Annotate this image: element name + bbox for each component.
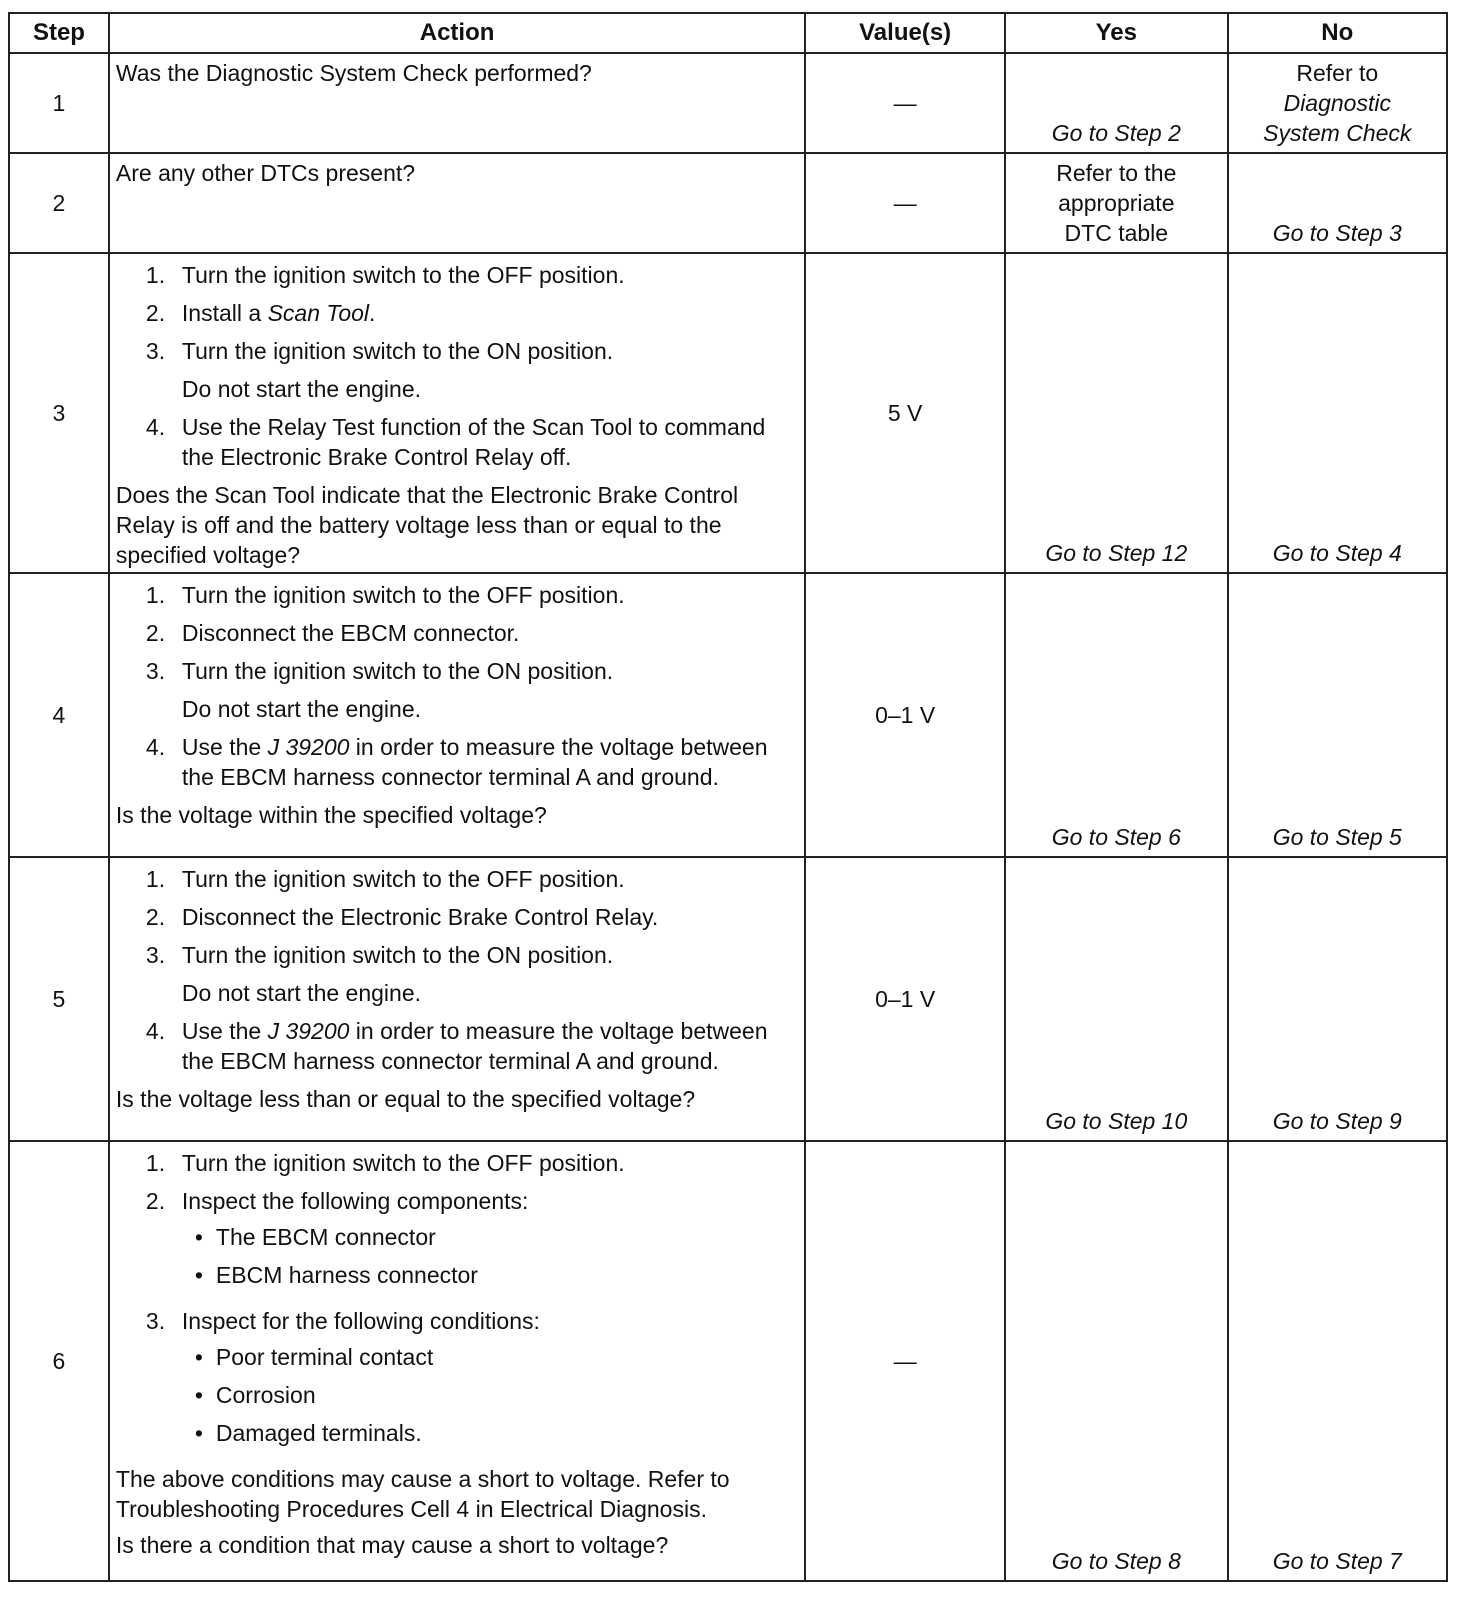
- no-refer-line: System Check: [1263, 120, 1412, 146]
- action-cell: [109, 1141, 805, 1581]
- item-number: 3.: [145, 338, 166, 364]
- item-text: Turn the ignition switch to the OFF position.: [181, 582, 625, 608]
- value-text: 5 V: [887, 400, 923, 426]
- header-row: [9, 13, 1447, 53]
- list-item: [146, 656, 796, 724]
- value-cell: [805, 253, 1005, 573]
- step-number: 1: [9, 53, 109, 153]
- item-text: Disconnect the Electronic Brake Control Relay.: [181, 904, 659, 930]
- diagnostic-table: [8, 12, 1448, 1582]
- yes-go-to-step-2: Go to Step 2: [1051, 120, 1181, 146]
- item-text: [182, 1306, 796, 1456]
- no-cell: [1228, 253, 1447, 573]
- bullet-list: [182, 1222, 796, 1290]
- yes-cell: [1005, 857, 1227, 1141]
- item-number: 1.: [145, 866, 166, 892]
- no-go-to-step-5: Go to Step 5: [1272, 824, 1402, 850]
- list-item: [146, 940, 796, 1008]
- item-text: [182, 732, 796, 792]
- yes-go-to-step-6: Go to Step 6: [1051, 824, 1181, 850]
- item-text-italic: J 39200: [267, 1018, 350, 1044]
- header-no: No: [1228, 13, 1447, 53]
- yes-refer-line: DTC table: [1064, 220, 1169, 246]
- list-item: [146, 336, 796, 404]
- yes-cell: [1005, 153, 1227, 253]
- action-cell: [109, 153, 805, 253]
- action-list: [116, 580, 796, 792]
- item-text-part: Turn the ignition switch to the ON position.: [181, 658, 614, 684]
- item-text-italic: J 39200: [267, 734, 350, 760]
- item-text: Use the Relay Test function of the Scan Tool to command the Electronic Brake Control Relay off.: [181, 414, 766, 470]
- value-cell: [805, 53, 1005, 153]
- bullet-text: Corrosion: [215, 1382, 316, 1408]
- item-text-part: Use the: [181, 1018, 268, 1044]
- item-number: 3.: [145, 1308, 166, 1334]
- yes-cell: [1005, 53, 1227, 153]
- bullet-item: [182, 1342, 796, 1372]
- yes-cell: [1005, 1141, 1227, 1581]
- item-number: 4.: [145, 734, 166, 760]
- step-number: 3: [9, 253, 109, 573]
- item-text: [182, 298, 796, 328]
- list-item: [146, 298, 796, 328]
- item-text: Turn the ignition switch to the OFF position.: [181, 262, 625, 288]
- value-text: 0–1 V: [875, 986, 936, 1012]
- bullet-dot-icon: •: [194, 1420, 203, 1446]
- yes-cell: [1005, 573, 1227, 857]
- item-text-part: Turn the ignition switch to the ON position.: [181, 942, 614, 968]
- list-item: [146, 1306, 796, 1456]
- table-row-step-5: [9, 857, 1447, 1141]
- step-number: 4: [9, 573, 109, 857]
- yes-cell: [1005, 253, 1227, 573]
- bullet-dot-icon: •: [194, 1262, 203, 1288]
- value-text: —: [893, 90, 917, 116]
- no-cell: [1228, 153, 1447, 253]
- item-number: 2.: [145, 1188, 166, 1214]
- item-number: 3.: [145, 658, 166, 684]
- item-number: 4.: [145, 1018, 166, 1044]
- item-text-italic: Scan Tool: [267, 300, 370, 326]
- step-number: 2: [9, 153, 109, 253]
- value-text: —: [893, 190, 917, 216]
- list-item: [146, 1186, 796, 1298]
- action-list: [116, 260, 796, 472]
- bullet-text: The EBCM connector: [215, 1224, 436, 1250]
- item-text-part: in order to measure the voltage between the EBCM harness connector terminal A and ground.: [181, 1018, 768, 1074]
- table-row-step-2: [9, 153, 1447, 253]
- item-number: 2.: [145, 620, 166, 646]
- value-cell: [805, 857, 1005, 1141]
- value-text: 0–1 V: [875, 702, 936, 728]
- no-go-to-step-9: Go to Step 9: [1272, 1108, 1402, 1134]
- item-text-part: Inspect the following components:: [181, 1188, 529, 1214]
- action-question: Is there a condition that may cause a short to voltage?: [115, 1532, 669, 1558]
- bullet-item: [182, 1260, 796, 1290]
- header-step: Step: [9, 13, 109, 53]
- list-item: [146, 260, 796, 290]
- table-row-step-4: [9, 573, 1447, 857]
- bullet-text: Damaged terminals.: [215, 1420, 422, 1446]
- no-refer-line: Diagnostic: [1283, 90, 1391, 116]
- list-item: [146, 732, 796, 792]
- action-cell: [109, 857, 805, 1141]
- action-note: The above conditions may cause a short to voltage. Refer to Troubleshooting Procedures Cell 4 in Electrical Diagnosis.: [115, 1466, 730, 1522]
- action-list: [116, 864, 796, 1076]
- bullet-list: [182, 1342, 796, 1448]
- table-row-step-1: [9, 53, 1447, 153]
- bullet-text: Poor terminal contact: [215, 1344, 434, 1370]
- item-text-part: .: [369, 300, 376, 326]
- yes-go-to-step-12: Go to Step 12: [1045, 540, 1188, 566]
- yes-refer-line: appropriate: [1058, 190, 1175, 216]
- yes-go-to-step-10: Go to Step 10: [1045, 1108, 1188, 1134]
- value-cell: [805, 573, 1005, 857]
- item-text: [182, 1186, 796, 1298]
- list-item: [146, 580, 796, 610]
- no-go-to-step-3: Go to Step 3: [1272, 220, 1402, 246]
- bullet-text: EBCM harness connector: [215, 1262, 478, 1288]
- item-text: Disconnect the EBCM connector.: [181, 620, 520, 646]
- item-number: 1.: [145, 262, 166, 288]
- item-subnote: Do not start the engine.: [181, 696, 422, 722]
- list-item: [146, 864, 796, 894]
- header-action: Action: [109, 13, 805, 53]
- step-number: 6: [9, 1141, 109, 1581]
- item-text-part: Use the: [181, 734, 268, 760]
- bullet-dot-icon: •: [194, 1382, 203, 1408]
- item-text: [182, 656, 796, 724]
- no-go-to-step-4: Go to Step 4: [1272, 540, 1402, 566]
- action-cell: [109, 573, 805, 857]
- yes-go-to-step-8: Go to Step 8: [1051, 1548, 1181, 1574]
- item-text-part: Turn the ignition switch to the ON position.: [181, 338, 614, 364]
- no-go-to-step-7: Go to Step 7: [1272, 1548, 1402, 1574]
- item-number: 3.: [145, 942, 166, 968]
- item-text-part: Install a: [181, 300, 268, 326]
- bullet-dot-icon: •: [194, 1344, 203, 1370]
- bullet-dot-icon: •: [194, 1224, 203, 1250]
- value-text: —: [893, 1348, 917, 1374]
- item-subnote: Do not start the engine.: [181, 376, 422, 402]
- diagnostic-table-page: [8, 12, 1448, 1582]
- list-item: [146, 618, 796, 648]
- bullet-item: [182, 1380, 796, 1410]
- table-row-step-6: [9, 1141, 1447, 1581]
- action-question: Are any other DTCs present?: [115, 160, 416, 186]
- action-question: Is the voltage within the specified voltage?: [115, 802, 547, 828]
- value-cell: [805, 1141, 1005, 1581]
- action-cell: [109, 253, 805, 573]
- item-number: 2.: [145, 300, 166, 326]
- no-cell: [1228, 857, 1447, 1141]
- item-number: 1.: [145, 582, 166, 608]
- yes-refer-line: Refer to the: [1056, 160, 1177, 186]
- action-question: Is the voltage less than or equal to the specified voltage?: [115, 1086, 696, 1112]
- action-cell: [109, 53, 805, 153]
- value-cell: [805, 153, 1005, 253]
- item-text: [182, 1016, 796, 1076]
- list-item: [146, 1148, 796, 1178]
- header-values: Value(s): [805, 13, 1005, 53]
- header-yes: Yes: [1005, 13, 1227, 53]
- table-row-step-3: [9, 253, 1447, 573]
- no-cell: [1228, 573, 1447, 857]
- action-question: Does the Scan Tool indicate that the Electronic Brake Control Relay is off and the battery voltage less than or equal to the specified voltage?: [115, 482, 739, 568]
- item-text-part: Inspect for the following conditions:: [181, 1308, 540, 1334]
- action-list: [116, 1148, 796, 1456]
- no-cell: [1228, 53, 1447, 153]
- item-number: 1.: [145, 1150, 166, 1176]
- no-refer-line: Refer to: [1296, 60, 1379, 86]
- item-text: [182, 336, 796, 404]
- list-item: [146, 412, 796, 472]
- item-number: 2.: [145, 904, 166, 930]
- item-text: Turn the ignition switch to the OFF position.: [181, 866, 625, 892]
- step-number: 5: [9, 857, 109, 1141]
- bullet-item: [182, 1418, 796, 1448]
- item-subnote: Do not start the engine.: [181, 980, 422, 1006]
- list-item: [146, 1016, 796, 1076]
- item-number: 4.: [145, 414, 166, 440]
- item-text-part: in order to measure the voltage between the EBCM harness connector terminal A and ground.: [181, 734, 768, 790]
- list-item: [146, 902, 796, 932]
- no-cell: [1228, 1141, 1447, 1581]
- bullet-item: [182, 1222, 796, 1252]
- action-question: Was the Diagnostic System Check performed?: [115, 60, 592, 86]
- item-text: [182, 940, 796, 1008]
- item-text: Turn the ignition switch to the OFF position.: [181, 1150, 625, 1176]
